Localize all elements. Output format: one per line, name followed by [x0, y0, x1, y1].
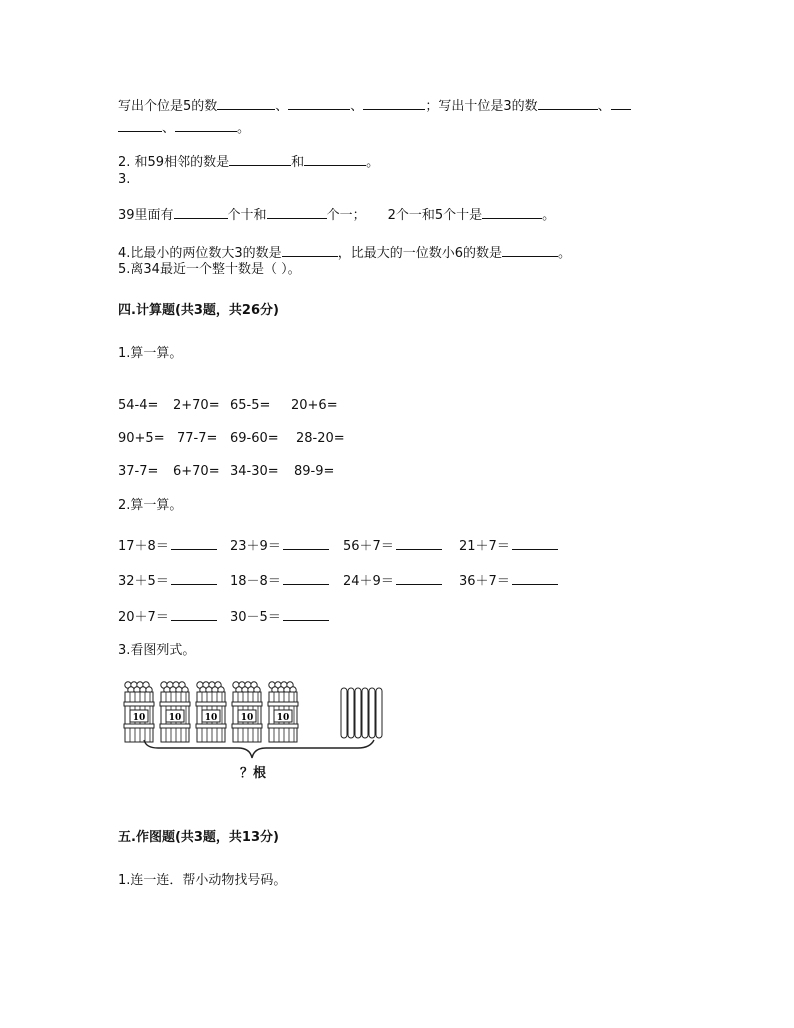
- loose-stick: [341, 688, 347, 738]
- answer-blank[interactable]: [171, 536, 217, 550]
- question-2-line: [118, 152, 379, 171]
- bundle-label: 10: [168, 713, 182, 723]
- figure-caption: ？根: [240, 766, 267, 781]
- answer-blank[interactable]: [282, 243, 338, 257]
- loose-sticks: [341, 688, 382, 738]
- calc-item: 77-7=: [177, 431, 218, 446]
- answer-blank[interactable]: [217, 96, 275, 110]
- calc-item: 37-7=: [118, 464, 159, 479]
- section-5-heading: 五.作图题(共3题，共13分): [118, 830, 279, 845]
- sticks-figure: [118, 676, 398, 760]
- calc-expr: 18－8＝: [230, 574, 281, 589]
- q1-sep-2: 、: [350, 99, 364, 114]
- loose-stick: [376, 688, 382, 738]
- q3-end: 。: [542, 208, 556, 223]
- calc-expr: 20＋7＝: [118, 610, 169, 625]
- calc-item: [459, 571, 558, 590]
- calc-expr: 17＋8＝: [118, 539, 169, 554]
- q1-sep-3: 、: [597, 99, 611, 114]
- answer-blank[interactable]: [229, 152, 291, 166]
- q3-text-1: 39里面有: [118, 208, 174, 223]
- calc-item: [230, 571, 329, 590]
- loose-stick: [355, 688, 361, 738]
- q1-end: 。: [237, 121, 251, 136]
- stick-bundle: [268, 682, 298, 742]
- question-5-line: 5.离34最近一个整十数是（ ）。: [118, 262, 301, 277]
- answer-blank[interactable]: [171, 607, 217, 621]
- calc-item: 20+6=: [291, 398, 338, 413]
- q2-text: 2. 和59相邻的数是: [118, 155, 230, 170]
- answer-blank[interactable]: [174, 205, 228, 219]
- q1-sep-4: 、: [162, 121, 176, 136]
- calc-item: 2+70=: [173, 398, 220, 413]
- answer-blank[interactable]: [512, 536, 558, 550]
- calc-item: [343, 536, 442, 555]
- question-4-line: [118, 243, 571, 262]
- calc-q3-title: 3.看图列式。: [118, 643, 196, 658]
- answer-blank[interactable]: [363, 96, 425, 110]
- bundle-label: 10: [240, 713, 254, 723]
- calc-item: [459, 536, 558, 555]
- answer-blank[interactable]: [175, 118, 237, 132]
- stick-bundle: [124, 682, 154, 742]
- answer-blank[interactable]: [283, 536, 329, 550]
- calc-item: 89-9=: [294, 464, 335, 479]
- question-3-line: [118, 205, 555, 224]
- calc-expr: 23＋9＝: [230, 539, 281, 554]
- bundle-label: 10: [132, 713, 146, 723]
- stick-bundle: [232, 682, 262, 742]
- calc-item: 6+70=: [173, 464, 220, 479]
- question-1-line-2: [118, 118, 250, 137]
- calc-q1-title: 1.算一算。: [118, 346, 183, 361]
- q1-text-2: ；写出十位是3的数: [425, 99, 538, 114]
- loose-stick: [369, 688, 375, 738]
- q3-text-4: 2个一和5个十是: [387, 208, 483, 223]
- answer-blank[interactable]: [512, 571, 558, 585]
- answer-blank[interactable]: [304, 152, 366, 166]
- answer-blank[interactable]: [396, 536, 442, 550]
- answer-blank[interactable]: [288, 96, 350, 110]
- answer-blank[interactable]: [118, 118, 162, 132]
- q2-mid: 和: [291, 155, 305, 170]
- q1-text-1: 写出个位是5的数: [118, 99, 218, 114]
- calc-expr: 21＋7＝: [459, 539, 510, 554]
- calc-item: [118, 571, 217, 590]
- answer-blank[interactable]: [396, 571, 442, 585]
- drawing-q1-title: 1.连一连．帮小动物找号码。: [118, 873, 287, 888]
- stick-bundle: [196, 682, 226, 742]
- answer-blank[interactable]: [283, 607, 329, 621]
- calc-item: [343, 571, 442, 590]
- calc-q2-title: 2.算一算。: [118, 498, 183, 513]
- answer-blank[interactable]: [283, 571, 329, 585]
- answer-blank[interactable]: [171, 571, 217, 585]
- section-4-heading: 四.计算题(共3题，共26分): [118, 303, 279, 318]
- calc-item: [118, 607, 217, 626]
- q3-text-2: 个十和: [227, 208, 267, 223]
- calc-item: 69-60=: [230, 431, 279, 446]
- question-1-line: [118, 96, 631, 115]
- answer-blank[interactable]: [482, 205, 542, 219]
- calc-expr: 56＋7＝: [343, 539, 394, 554]
- q4-text-1: 4.比最小的两位数大3的数是: [118, 246, 282, 261]
- calc-item: [118, 536, 217, 555]
- bundle-label: 10: [276, 713, 290, 723]
- calc-expr: 30－5＝: [230, 610, 281, 625]
- answer-blank[interactable]: [267, 205, 327, 219]
- bundle-label: 10: [204, 713, 218, 723]
- calc-expr: 32＋5＝: [118, 574, 169, 589]
- question-3-number: 3.: [118, 172, 131, 187]
- answer-blank[interactable]: [502, 243, 558, 257]
- calc-item: [230, 536, 329, 555]
- stick-bundle: [160, 682, 190, 742]
- calc-item: 54-4=: [118, 398, 159, 413]
- q3-text-3: 个一；: [326, 208, 366, 223]
- calc-item: [230, 607, 329, 626]
- loose-stick: [348, 688, 354, 738]
- q1-sep-1: 、: [275, 99, 289, 114]
- q4-end: 。: [557, 246, 571, 261]
- answer-blank[interactable]: [538, 96, 598, 110]
- calc-item: 34-30=: [230, 464, 279, 479]
- answer-blank[interactable]: [611, 96, 631, 110]
- calc-item: 65-5=: [230, 398, 271, 413]
- calc-item: 90+5=: [118, 431, 165, 446]
- calc-expr: 24＋9＝: [343, 574, 394, 589]
- calc-expr: 36＋7＝: [459, 574, 510, 589]
- calc-item: 28-20=: [296, 431, 345, 446]
- loose-stick: [362, 688, 368, 738]
- q2-end: 。: [366, 155, 380, 170]
- q4-text-2: ，比最大的一位数小6的数是: [337, 246, 502, 261]
- brace: [144, 740, 374, 758]
